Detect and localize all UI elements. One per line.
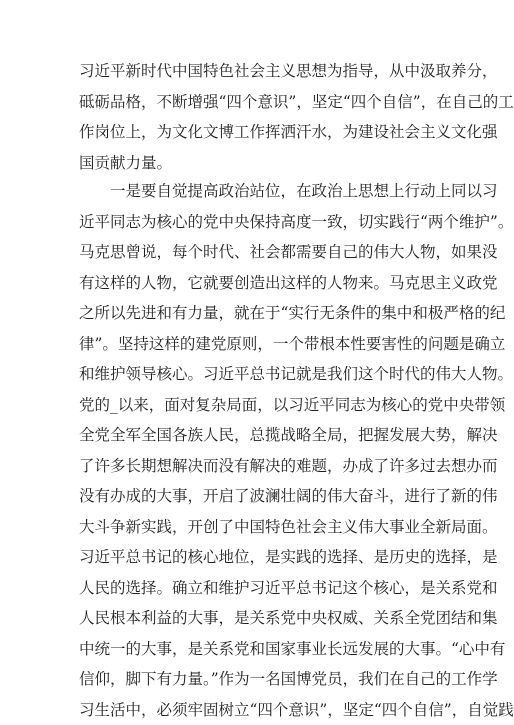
- paragraph-line: 没有办成的大事，开启了波澜壮阔的伟大奋斗，进行了新的伟: [79, 481, 434, 512]
- paragraph-line: 大斗争新实践，开创了中国特色社会主义伟大事业全新局面。: [79, 512, 434, 543]
- paragraph-line: 马克思曾说，每个时代、社会都需要自己的伟大人物，如果没: [79, 237, 434, 268]
- paragraph-1: [79, 56, 434, 178]
- paragraph-line: 了许多长期想解决而没有解决的难题，办成了许多过去想办而: [79, 451, 434, 482]
- paragraph-line: 人民根本利益的大事，是关系党中央权威、关系全党团结和集: [79, 603, 434, 634]
- paragraph-line: 全党全军全国各族人民，总揽战略全局，把握发展大势，解决: [79, 420, 434, 451]
- paragraph-line: 之所以先进和有力量，就在于“实行无条件的集中和极严格的纪: [79, 298, 434, 329]
- paragraph-line: 一是要自觉提高政治站位，在政治上思想上行动上同以习: [79, 176, 434, 207]
- paragraph-line: 党的_以来，面对复杂局面，以习近平同志为核心的党中央带领: [79, 390, 434, 421]
- paragraph-line: 近平同志为核心的党中央保持高度一致，切实践行“两个维护”。: [79, 207, 434, 238]
- paragraph-line: 作岗位上，为文化文博工作挥洒汗水，为建设社会主义文化强: [79, 117, 434, 148]
- paragraph-line: 砥砺品格，不断增强“四个意识”，坚定“四个自信”，在自己的工: [79, 87, 434, 118]
- paragraph-line: 中统一的大事，是关系党和国家事业长远发展的大事。“心中有: [79, 634, 434, 665]
- paragraph-line: 信仰，脚下有力量。”作为一名国博党员，我们在自己的工作学: [79, 664, 434, 695]
- paragraph-line: 人民的选择。确立和维护习近平总书记这个核心，是关系党和: [79, 573, 434, 604]
- paragraph-line: 国贡献力量。: [79, 148, 434, 179]
- paragraph-line: 习近平新时代中国特色社会主义思想为指导，从中汲取养分，: [79, 56, 434, 87]
- paragraph-line: 律”。坚持这样的建党原则，一个带根本性要害性的问题是确立: [79, 329, 434, 360]
- paragraph-2: [79, 176, 434, 725]
- paragraph-line: 习近平总书记的核心地位，是实践的选择、是历史的选择，是: [79, 542, 434, 573]
- paragraph-line: 和维护领导核心。习近平总书记就是我们这个时代的伟大人物。: [79, 359, 434, 390]
- paragraph-line: 有这样的人物，它就要创造出这样的人物来。马克思主义政党: [79, 268, 434, 299]
- paragraph-line: 习生活中，必须牢固树立“四个意识”，坚定“四个自信”，自觉践: [79, 695, 434, 725]
